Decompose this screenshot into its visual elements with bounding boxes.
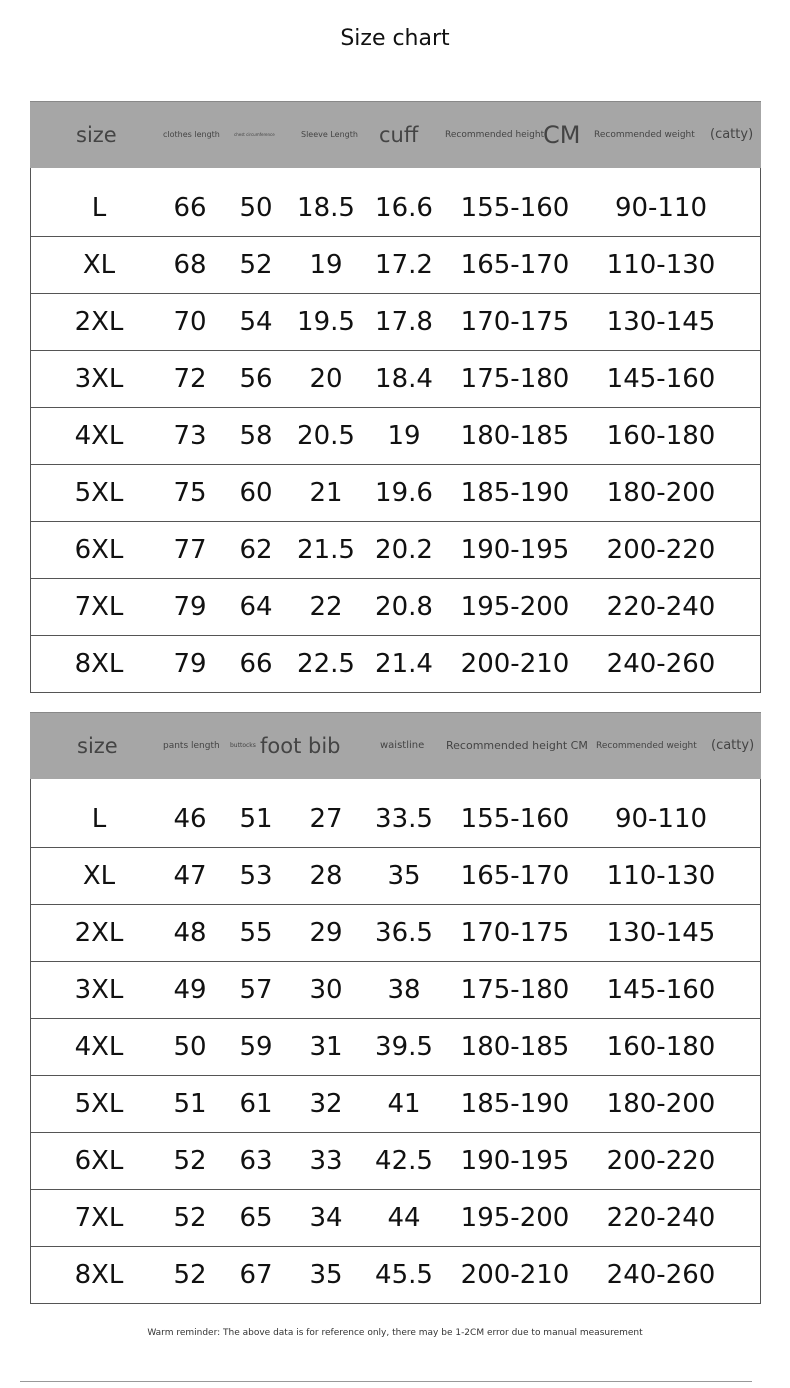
- cell-col3: 22: [309, 592, 343, 622]
- cell-size: 5XL: [74, 1089, 124, 1119]
- cell-width: 50: [239, 193, 273, 223]
- cell-col4: 17.2: [375, 250, 433, 280]
- cell-size: 5XL: [74, 478, 124, 508]
- cell-weight: 160-180: [606, 1032, 716, 1062]
- cell-weight: 240-260: [606, 649, 716, 679]
- table-row: [30, 1133, 761, 1190]
- cell-col3: 21: [309, 478, 343, 508]
- cell-width: 64: [239, 592, 273, 622]
- cell-col3: 19.5: [297, 307, 355, 337]
- page-title: Size chart: [340, 26, 450, 51]
- cell-col3: 32: [309, 1089, 343, 1119]
- table-gap: [30, 168, 761, 180]
- cell-height: 155-160: [460, 193, 570, 223]
- header-recommended-weight: Recommended weight: [596, 741, 697, 751]
- cell-col3: 33: [309, 1146, 343, 1176]
- cell-length: 47: [173, 861, 207, 891]
- cell-size: L: [91, 804, 107, 834]
- cell-weight: 220-240: [606, 1203, 716, 1233]
- cell-weight: 110-130: [606, 250, 716, 280]
- cell-length: 73: [173, 421, 207, 451]
- cell-width: 63: [239, 1146, 273, 1176]
- table-row: [30, 1247, 761, 1304]
- cell-size: 2XL: [74, 918, 124, 948]
- cell-col3: 35: [309, 1260, 343, 1290]
- cell-size: 7XL: [74, 1203, 124, 1233]
- cell-height: 190-195: [460, 1146, 570, 1176]
- cell-weight: 180-200: [606, 478, 716, 508]
- cell-length: 52: [173, 1146, 207, 1176]
- cell-weight: 110-130: [606, 861, 716, 891]
- cell-weight: 160-180: [606, 421, 716, 451]
- cell-height: 200-210: [460, 1260, 570, 1290]
- cell-height: 175-180: [460, 975, 570, 1005]
- cell-col3: 21.5: [297, 535, 355, 565]
- top-size-table: [30, 101, 761, 693]
- header-unit-cm: CM: [543, 121, 581, 149]
- table-row: [30, 1076, 761, 1133]
- cell-length: 70: [173, 307, 207, 337]
- header-foot-bib: foot bib: [260, 734, 341, 758]
- header-cuff: cuff: [379, 123, 419, 147]
- cell-width: 65: [239, 1203, 273, 1233]
- header-size: size: [76, 123, 117, 147]
- header-waistline: waistline: [380, 740, 425, 751]
- cell-width: 59: [239, 1032, 273, 1062]
- cell-weight: 90-110: [614, 193, 708, 223]
- table-row: [30, 294, 761, 351]
- cell-height: 155-160: [460, 804, 570, 834]
- cell-weight: 240-260: [606, 1260, 716, 1290]
- cell-height: 175-180: [460, 364, 570, 394]
- cell-size: XL: [82, 250, 116, 280]
- cell-col3: 20: [309, 364, 343, 394]
- cell-col4: 19: [387, 421, 421, 451]
- table-row: [30, 905, 761, 962]
- cell-col4: 35: [387, 861, 421, 891]
- cell-col4: 20.8: [375, 592, 433, 622]
- cell-width: 58: [239, 421, 273, 451]
- table-header: [30, 101, 761, 168]
- cell-col4: 16.6: [375, 193, 433, 223]
- table-body: [30, 180, 761, 693]
- cell-length: 79: [173, 649, 207, 679]
- cell-col4: 19.6: [375, 478, 433, 508]
- divider: [20, 1381, 752, 1382]
- table-row: [30, 791, 761, 848]
- cell-width: 51: [239, 804, 273, 834]
- cell-size: 7XL: [74, 592, 124, 622]
- cell-weight: 200-220: [606, 535, 716, 565]
- header-buttocks: buttocks: [230, 742, 256, 749]
- header-weight-unit: (catty): [710, 127, 754, 142]
- header-recommended-height: Recommended height CM: [446, 739, 588, 752]
- cell-col4: 42.5: [375, 1146, 433, 1176]
- cell-col4: 39.5: [375, 1032, 433, 1062]
- cell-width: 53: [239, 861, 273, 891]
- header-sleeve-length: Sleeve Length: [301, 130, 358, 139]
- cell-size: 6XL: [74, 1146, 124, 1176]
- footnote: Warm reminder: The above data is for reference only, there may be 1-2CM error due to manual measurement: [147, 1328, 643, 1338]
- cell-length: 77: [173, 535, 207, 565]
- cell-height: 170-175: [460, 918, 570, 948]
- cell-size: 3XL: [74, 364, 124, 394]
- cell-col3: 18.5: [297, 193, 355, 223]
- cell-weight: 145-160: [606, 975, 716, 1005]
- cell-width: 52: [239, 250, 273, 280]
- cell-length: 49: [173, 975, 207, 1005]
- cell-weight: 200-220: [606, 1146, 716, 1176]
- table-row: [30, 465, 761, 522]
- cell-height: 180-185: [460, 1032, 570, 1062]
- cell-length: 46: [173, 804, 207, 834]
- cell-size: XL: [82, 861, 116, 891]
- cell-height: 165-170: [460, 250, 570, 280]
- cell-size: 2XL: [74, 307, 124, 337]
- cell-col3: 27: [309, 804, 343, 834]
- cell-weight: 180-200: [606, 1089, 716, 1119]
- cell-col4: 18.4: [375, 364, 433, 394]
- cell-col3: 28: [309, 861, 343, 891]
- cell-length: 79: [173, 592, 207, 622]
- cell-length: 52: [173, 1260, 207, 1290]
- cell-height: 190-195: [460, 535, 570, 565]
- cell-col4: 45.5: [375, 1260, 433, 1290]
- cell-col4: 38: [387, 975, 421, 1005]
- cell-weight: 90-110: [614, 804, 708, 834]
- header-chest: chest circumference: [234, 132, 275, 137]
- table-row: [30, 1190, 761, 1247]
- cell-size: L: [91, 193, 107, 223]
- table-gap: [30, 779, 761, 791]
- header-pants-length: pants length: [163, 741, 220, 751]
- table-row: [30, 1019, 761, 1076]
- cell-col3: 31: [309, 1032, 343, 1062]
- cell-height: 195-200: [460, 1203, 570, 1233]
- table-header: [30, 712, 761, 779]
- cell-height: 165-170: [460, 861, 570, 891]
- cell-width: 56: [239, 364, 273, 394]
- table-row: [30, 522, 761, 579]
- cell-weight: 130-145: [606, 918, 716, 948]
- cell-col3: 19: [309, 250, 343, 280]
- cell-height: 185-190: [460, 478, 570, 508]
- cell-width: 54: [239, 307, 273, 337]
- cell-size: 4XL: [74, 1032, 124, 1062]
- cell-size: 3XL: [74, 975, 124, 1005]
- cell-width: 55: [239, 918, 273, 948]
- table-row: [30, 237, 761, 294]
- table-body: [30, 791, 761, 1304]
- cell-length: 72: [173, 364, 207, 394]
- cell-width: 67: [239, 1260, 273, 1290]
- table-row: [30, 408, 761, 465]
- header-clothes-length: clothes length: [163, 130, 220, 139]
- cell-length: 51: [173, 1089, 207, 1119]
- cell-length: 66: [173, 193, 207, 223]
- cell-size: 8XL: [74, 649, 124, 679]
- table-row: [30, 962, 761, 1019]
- cell-width: 60: [239, 478, 273, 508]
- cell-size: 8XL: [74, 1260, 124, 1290]
- cell-col4: 17.8: [375, 307, 433, 337]
- cell-col4: 44: [387, 1203, 421, 1233]
- header-recommended-height: Recommended height: [445, 130, 545, 140]
- cell-col3: 30: [309, 975, 343, 1005]
- cell-height: 195-200: [460, 592, 570, 622]
- cell-col3: 34: [309, 1203, 343, 1233]
- table-row: [30, 636, 761, 693]
- cell-col4: 21.4: [375, 649, 433, 679]
- header-recommended-weight: Recommended weight: [594, 130, 695, 140]
- cell-size: 4XL: [74, 421, 124, 451]
- table-row: [30, 180, 761, 237]
- cell-size: 6XL: [74, 535, 124, 565]
- cell-length: 75: [173, 478, 207, 508]
- cell-col4: 36.5: [375, 918, 433, 948]
- cell-length: 68: [173, 250, 207, 280]
- cell-height: 185-190: [460, 1089, 570, 1119]
- cell-weight: 220-240: [606, 592, 716, 622]
- cell-width: 62: [239, 535, 273, 565]
- cell-width: 61: [239, 1089, 273, 1119]
- table-row: [30, 848, 761, 905]
- table-row: [30, 351, 761, 408]
- cell-col4: 33.5: [375, 804, 433, 834]
- pants-size-table: [30, 712, 761, 1304]
- cell-height: 170-175: [460, 307, 570, 337]
- cell-col3: 20.5: [297, 421, 355, 451]
- cell-length: 48: [173, 918, 207, 948]
- cell-weight: 130-145: [606, 307, 716, 337]
- cell-weight: 145-160: [606, 364, 716, 394]
- cell-col4: 41: [387, 1089, 421, 1119]
- table-row: [30, 579, 761, 636]
- cell-length: 52: [173, 1203, 207, 1233]
- cell-height: 180-185: [460, 421, 570, 451]
- cell-width: 66: [239, 649, 273, 679]
- cell-col3: 29: [309, 918, 343, 948]
- header-size: size: [77, 734, 118, 758]
- cell-height: 200-210: [460, 649, 570, 679]
- cell-width: 57: [239, 975, 273, 1005]
- cell-length: 50: [173, 1032, 207, 1062]
- cell-col4: 20.2: [375, 535, 433, 565]
- cell-col3: 22.5: [297, 649, 355, 679]
- header-weight-unit: (catty): [711, 738, 755, 753]
